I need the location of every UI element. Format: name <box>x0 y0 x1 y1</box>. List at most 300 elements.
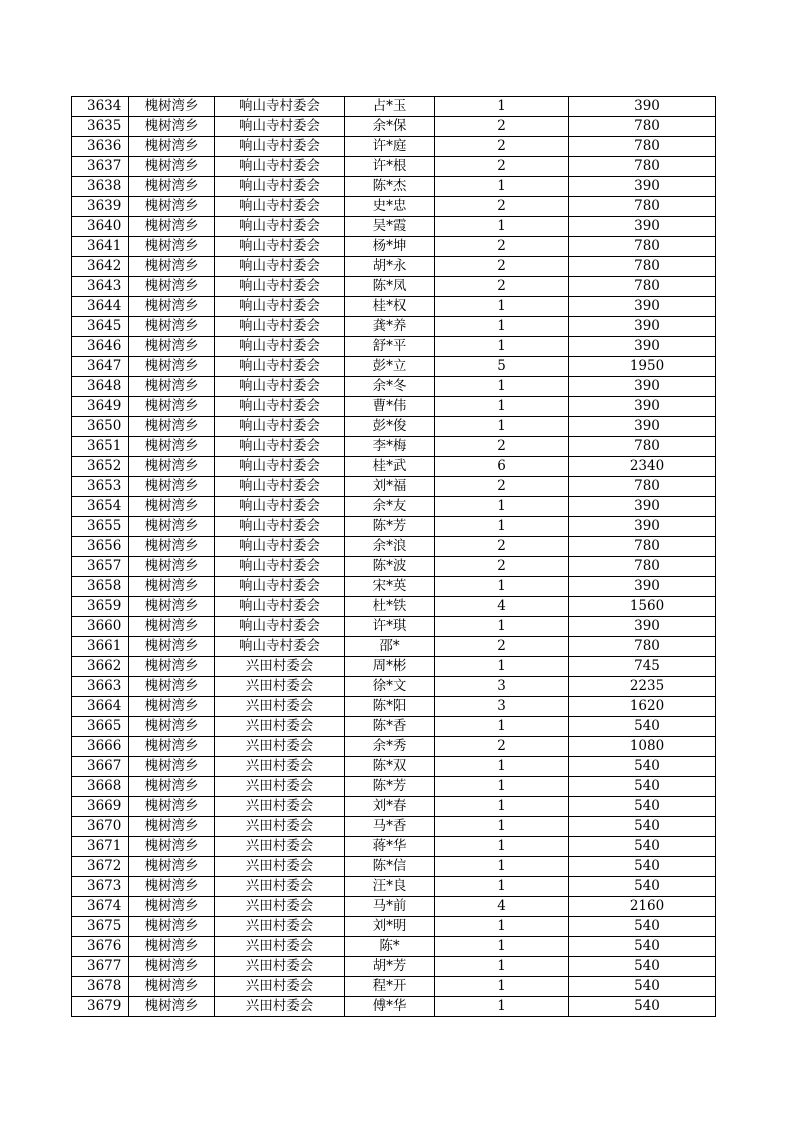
table-row <box>72 957 716 977</box>
count-cell: 1 <box>435 957 569 977</box>
village-committee-cell: 响山寺村委会 <box>215 517 345 537</box>
village-committee-cell: 响山寺村委会 <box>215 137 345 157</box>
table-row <box>72 877 716 897</box>
table-row <box>72 317 716 337</box>
count-cell: 1 <box>435 337 569 357</box>
township-cell: 槐树湾乡 <box>129 817 215 837</box>
village-committee-cell: 兴田村委会 <box>215 937 345 957</box>
row-number-cell: 3665 <box>72 717 129 737</box>
count-cell: 1 <box>435 97 569 117</box>
count-cell: 1 <box>435 777 569 797</box>
count-cell: 1 <box>435 837 569 857</box>
table-row <box>72 197 716 217</box>
name-cell: 陈*信 <box>345 857 435 877</box>
name-cell: 占*玉 <box>345 97 435 117</box>
village-committee-cell: 响山寺村委会 <box>215 217 345 237</box>
village-committee-cell: 响山寺村委会 <box>215 237 345 257</box>
name-cell: 曹*伟 <box>345 397 435 417</box>
amount-cell: 2340 <box>569 457 716 477</box>
township-cell: 槐树湾乡 <box>129 897 215 917</box>
row-number-cell: 3637 <box>72 157 129 177</box>
count-cell: 2 <box>435 637 569 657</box>
name-cell: 傅*华 <box>345 997 435 1017</box>
township-cell: 槐树湾乡 <box>129 177 215 197</box>
amount-cell: 390 <box>569 97 716 117</box>
row-number-cell: 3639 <box>72 197 129 217</box>
amount-cell: 2160 <box>569 897 716 917</box>
table-row <box>72 757 716 777</box>
name-cell: 徐*文 <box>345 677 435 697</box>
village-committee-cell: 响山寺村委会 <box>215 257 345 277</box>
table-row <box>72 157 716 177</box>
township-cell: 槐树湾乡 <box>129 297 215 317</box>
township-cell: 槐树湾乡 <box>129 677 215 697</box>
amount-cell: 540 <box>569 777 716 797</box>
name-cell: 陈*杰 <box>345 177 435 197</box>
village-committee-cell: 响山寺村委会 <box>215 617 345 637</box>
amount-cell: 780 <box>569 557 716 577</box>
amount-cell: 390 <box>569 517 716 537</box>
table-row <box>72 577 716 597</box>
row-number-cell: 3636 <box>72 137 129 157</box>
row-number-cell: 3643 <box>72 277 129 297</box>
village-committee-cell: 兴田村委会 <box>215 977 345 997</box>
amount-cell: 390 <box>569 577 716 597</box>
township-cell: 槐树湾乡 <box>129 637 215 657</box>
township-cell: 槐树湾乡 <box>129 397 215 417</box>
row-number-cell: 3648 <box>72 377 129 397</box>
row-number-cell: 3672 <box>72 857 129 877</box>
count-cell: 4 <box>435 897 569 917</box>
table-row <box>72 977 716 997</box>
name-cell: 史*忠 <box>345 197 435 217</box>
village-committee-cell: 兴田村委会 <box>215 837 345 857</box>
name-cell: 许*根 <box>345 157 435 177</box>
amount-cell: 1950 <box>569 357 716 377</box>
row-number-cell: 3661 <box>72 637 129 657</box>
village-committee-cell: 响山寺村委会 <box>215 417 345 437</box>
amount-cell: 540 <box>569 797 716 817</box>
count-cell: 3 <box>435 677 569 697</box>
village-committee-cell: 兴田村委会 <box>215 797 345 817</box>
row-number-cell: 3655 <box>72 517 129 537</box>
name-cell: 许*庭 <box>345 137 435 157</box>
amount-cell: 540 <box>569 877 716 897</box>
township-cell: 槐树湾乡 <box>129 697 215 717</box>
name-cell: 桂*武 <box>345 457 435 477</box>
row-number-cell: 3671 <box>72 837 129 857</box>
row-number-cell: 3650 <box>72 417 129 437</box>
table-row <box>72 557 716 577</box>
amount-cell: 390 <box>569 497 716 517</box>
amount-cell: 540 <box>569 917 716 937</box>
name-cell: 陈*双 <box>345 757 435 777</box>
table-row <box>72 897 716 917</box>
township-cell: 槐树湾乡 <box>129 497 215 517</box>
count-cell: 1 <box>435 797 569 817</box>
row-number-cell: 3669 <box>72 797 129 817</box>
village-committee-cell: 响山寺村委会 <box>215 197 345 217</box>
row-number-cell: 3664 <box>72 697 129 717</box>
row-number-cell: 3651 <box>72 437 129 457</box>
township-cell: 槐树湾乡 <box>129 977 215 997</box>
row-number-cell: 3641 <box>72 237 129 257</box>
table-row <box>72 837 716 857</box>
count-cell: 1 <box>435 217 569 237</box>
table-row <box>72 217 716 237</box>
amount-cell: 390 <box>569 617 716 637</box>
amount-cell: 780 <box>569 537 716 557</box>
table-row <box>72 617 716 637</box>
name-cell: 许*琪 <box>345 617 435 637</box>
table-row <box>72 137 716 157</box>
row-number-cell: 3668 <box>72 777 129 797</box>
amount-cell: 390 <box>569 217 716 237</box>
village-committee-cell: 响山寺村委会 <box>215 637 345 657</box>
table-row <box>72 937 716 957</box>
table-row <box>72 777 716 797</box>
township-cell: 槐树湾乡 <box>129 217 215 237</box>
row-number-cell: 3658 <box>72 577 129 597</box>
amount-cell: 1560 <box>569 597 716 617</box>
table-row <box>72 797 716 817</box>
township-cell: 槐树湾乡 <box>129 917 215 937</box>
row-number-cell: 3635 <box>72 117 129 137</box>
amount-cell: 540 <box>569 717 716 737</box>
amount-cell: 540 <box>569 857 716 877</box>
township-cell: 槐树湾乡 <box>129 597 215 617</box>
name-cell: 周*彬 <box>345 657 435 677</box>
row-number-cell: 3663 <box>72 677 129 697</box>
table-row <box>72 517 716 537</box>
row-number-cell: 3660 <box>72 617 129 637</box>
township-cell: 槐树湾乡 <box>129 857 215 877</box>
village-committee-cell: 兴田村委会 <box>215 997 345 1017</box>
table-row <box>72 637 716 657</box>
row-number-cell: 3634 <box>72 97 129 117</box>
name-cell: 陈*芳 <box>345 517 435 537</box>
amount-cell: 780 <box>569 437 716 457</box>
village-committee-cell: 响山寺村委会 <box>215 377 345 397</box>
township-cell: 槐树湾乡 <box>129 797 215 817</box>
count-cell: 1 <box>435 577 569 597</box>
name-cell: 刘*福 <box>345 477 435 497</box>
name-cell: 桂*权 <box>345 297 435 317</box>
table-row <box>72 737 716 757</box>
amount-cell: 540 <box>569 757 716 777</box>
township-cell: 槐树湾乡 <box>129 357 215 377</box>
village-committee-cell: 响山寺村委会 <box>215 277 345 297</box>
township-cell: 槐树湾乡 <box>129 277 215 297</box>
village-committee-cell: 响山寺村委会 <box>215 177 345 197</box>
count-cell: 1 <box>435 877 569 897</box>
subsidy-table <box>71 96 716 1017</box>
township-cell: 槐树湾乡 <box>129 557 215 577</box>
village-committee-cell: 响山寺村委会 <box>215 497 345 517</box>
row-number-cell: 3640 <box>72 217 129 237</box>
table-row <box>72 497 716 517</box>
township-cell: 槐树湾乡 <box>129 957 215 977</box>
count-cell: 1 <box>435 617 569 637</box>
name-cell: 陈*波 <box>345 557 435 577</box>
township-cell: 槐树湾乡 <box>129 657 215 677</box>
name-cell: 杜*铁 <box>345 597 435 617</box>
row-number-cell: 3670 <box>72 817 129 837</box>
count-cell: 1 <box>435 917 569 937</box>
name-cell: 蒋*华 <box>345 837 435 857</box>
count-cell: 2 <box>435 137 569 157</box>
count-cell: 2 <box>435 257 569 277</box>
count-cell: 2 <box>435 437 569 457</box>
count-cell: 2 <box>435 737 569 757</box>
table-row <box>72 997 716 1017</box>
row-number-cell: 3657 <box>72 557 129 577</box>
amount-cell: 390 <box>569 317 716 337</box>
row-number-cell: 3653 <box>72 477 129 497</box>
name-cell: 程*开 <box>345 977 435 997</box>
township-cell: 槐树湾乡 <box>129 157 215 177</box>
row-number-cell: 3654 <box>72 497 129 517</box>
count-cell: 1 <box>435 977 569 997</box>
village-committee-cell: 兴田村委会 <box>215 917 345 937</box>
amount-cell: 780 <box>569 157 716 177</box>
township-cell: 槐树湾乡 <box>129 97 215 117</box>
count-cell: 1 <box>435 817 569 837</box>
count-cell: 1 <box>435 497 569 517</box>
row-number-cell: 3647 <box>72 357 129 377</box>
row-number-cell: 3646 <box>72 337 129 357</box>
count-cell: 1 <box>435 657 569 677</box>
name-cell: 陈*阳 <box>345 697 435 717</box>
table-row <box>72 597 716 617</box>
township-cell: 槐树湾乡 <box>129 757 215 777</box>
amount-cell: 780 <box>569 117 716 137</box>
count-cell: 1 <box>435 757 569 777</box>
name-cell: 刘*春 <box>345 797 435 817</box>
township-cell: 槐树湾乡 <box>129 197 215 217</box>
township-cell: 槐树湾乡 <box>129 537 215 557</box>
name-cell: 汪*良 <box>345 877 435 897</box>
name-cell: 马*前 <box>345 897 435 917</box>
name-cell: 邵* <box>345 637 435 657</box>
village-committee-cell: 兴田村委会 <box>215 817 345 837</box>
row-number-cell: 3676 <box>72 937 129 957</box>
village-committee-cell: 兴田村委会 <box>215 897 345 917</box>
count-cell: 2 <box>435 477 569 497</box>
table-row <box>72 117 716 137</box>
row-number-cell: 3649 <box>72 397 129 417</box>
township-cell: 槐树湾乡 <box>129 777 215 797</box>
row-number-cell: 3645 <box>72 317 129 337</box>
count-cell: 1 <box>435 377 569 397</box>
amount-cell: 390 <box>569 297 716 317</box>
count-cell: 4 <box>435 597 569 617</box>
row-number-cell: 3659 <box>72 597 129 617</box>
row-number-cell: 3678 <box>72 977 129 997</box>
name-cell: 胡*芳 <box>345 957 435 977</box>
village-committee-cell: 兴田村委会 <box>215 737 345 757</box>
village-committee-cell: 响山寺村委会 <box>215 577 345 597</box>
amount-cell: 780 <box>569 477 716 497</box>
township-cell: 槐树湾乡 <box>129 577 215 597</box>
amount-cell: 540 <box>569 957 716 977</box>
count-cell: 1 <box>435 517 569 537</box>
village-committee-cell: 兴田村委会 <box>215 657 345 677</box>
table-row <box>72 677 716 697</box>
row-number-cell: 3673 <box>72 877 129 897</box>
table-row <box>72 177 716 197</box>
village-committee-cell: 响山寺村委会 <box>215 537 345 557</box>
table-row <box>72 457 716 477</box>
name-cell: 陈*香 <box>345 717 435 737</box>
name-cell: 彭*立 <box>345 357 435 377</box>
village-committee-cell: 响山寺村委会 <box>215 437 345 457</box>
township-cell: 槐树湾乡 <box>129 477 215 497</box>
row-number-cell: 3674 <box>72 897 129 917</box>
village-committee-cell: 响山寺村委会 <box>215 597 345 617</box>
village-committee-cell: 响山寺村委会 <box>215 297 345 317</box>
row-number-cell: 3679 <box>72 997 129 1017</box>
count-cell: 6 <box>435 457 569 477</box>
name-cell: 彭*俊 <box>345 417 435 437</box>
amount-cell: 2235 <box>569 677 716 697</box>
table-row <box>72 537 716 557</box>
township-cell: 槐树湾乡 <box>129 737 215 757</box>
name-cell: 余*冬 <box>345 377 435 397</box>
table-row <box>72 297 716 317</box>
name-cell: 余*保 <box>345 117 435 137</box>
amount-cell: 780 <box>569 277 716 297</box>
amount-cell: 1080 <box>569 737 716 757</box>
amount-cell: 1620 <box>569 697 716 717</box>
amount-cell: 780 <box>569 197 716 217</box>
table-body <box>72 97 716 1017</box>
village-committee-cell: 响山寺村委会 <box>215 397 345 417</box>
township-cell: 槐树湾乡 <box>129 717 215 737</box>
village-committee-cell: 兴田村委会 <box>215 757 345 777</box>
count-cell: 2 <box>435 117 569 137</box>
township-cell: 槐树湾乡 <box>129 317 215 337</box>
table-row <box>72 657 716 677</box>
count-cell: 1 <box>435 997 569 1017</box>
village-committee-cell: 兴田村委会 <box>215 677 345 697</box>
count-cell: 1 <box>435 397 569 417</box>
table-row <box>72 417 716 437</box>
name-cell: 舒*平 <box>345 337 435 357</box>
amount-cell: 780 <box>569 637 716 657</box>
amount-cell: 390 <box>569 177 716 197</box>
township-cell: 槐树湾乡 <box>129 997 215 1017</box>
name-cell: 杨*坤 <box>345 237 435 257</box>
row-number-cell: 3642 <box>72 257 129 277</box>
village-committee-cell: 响山寺村委会 <box>215 337 345 357</box>
amount-cell: 540 <box>569 997 716 1017</box>
township-cell: 槐树湾乡 <box>129 137 215 157</box>
table-row <box>72 437 716 457</box>
village-committee-cell: 兴田村委会 <box>215 697 345 717</box>
table-row <box>72 277 716 297</box>
name-cell: 胡*永 <box>345 257 435 277</box>
row-number-cell: 3644 <box>72 297 129 317</box>
row-number-cell: 3652 <box>72 457 129 477</box>
row-number-cell: 3656 <box>72 537 129 557</box>
village-committee-cell: 响山寺村委会 <box>215 457 345 477</box>
amount-cell: 540 <box>569 837 716 857</box>
table-row <box>72 97 716 117</box>
amount-cell: 780 <box>569 237 716 257</box>
row-number-cell: 3675 <box>72 917 129 937</box>
count-cell: 1 <box>435 417 569 437</box>
name-cell: 宋*英 <box>345 577 435 597</box>
row-number-cell: 3638 <box>72 177 129 197</box>
amount-cell: 540 <box>569 937 716 957</box>
count-cell: 3 <box>435 697 569 717</box>
table-row <box>72 717 716 737</box>
count-cell: 1 <box>435 177 569 197</box>
name-cell: 龚*养 <box>345 317 435 337</box>
township-cell: 槐树湾乡 <box>129 437 215 457</box>
count-cell: 1 <box>435 317 569 337</box>
amount-cell: 390 <box>569 337 716 357</box>
row-number-cell: 3677 <box>72 957 129 977</box>
village-committee-cell: 响山寺村委会 <box>215 117 345 137</box>
village-committee-cell: 响山寺村委会 <box>215 97 345 117</box>
count-cell: 1 <box>435 717 569 737</box>
amount-cell: 390 <box>569 377 716 397</box>
township-cell: 槐树湾乡 <box>129 237 215 257</box>
amount-cell: 390 <box>569 417 716 437</box>
village-committee-cell: 响山寺村委会 <box>215 157 345 177</box>
count-cell: 2 <box>435 537 569 557</box>
count-cell: 1 <box>435 297 569 317</box>
amount-cell: 540 <box>569 817 716 837</box>
township-cell: 槐树湾乡 <box>129 937 215 957</box>
village-committee-cell: 兴田村委会 <box>215 877 345 897</box>
township-cell: 槐树湾乡 <box>129 337 215 357</box>
count-cell: 2 <box>435 277 569 297</box>
name-cell: 吴*霞 <box>345 217 435 237</box>
table-row <box>72 357 716 377</box>
name-cell: 马*香 <box>345 817 435 837</box>
table-row <box>72 917 716 937</box>
name-cell: 余*友 <box>345 497 435 517</box>
village-committee-cell: 响山寺村委会 <box>215 357 345 377</box>
village-committee-cell: 响山寺村委会 <box>215 557 345 577</box>
name-cell: 余*浪 <box>345 537 435 557</box>
table-row <box>72 477 716 497</box>
village-committee-cell: 兴田村委会 <box>215 777 345 797</box>
row-number-cell: 3667 <box>72 757 129 777</box>
amount-cell: 390 <box>569 397 716 417</box>
township-cell: 槐树湾乡 <box>129 617 215 637</box>
name-cell: 李*梅 <box>345 437 435 457</box>
township-cell: 槐树湾乡 <box>129 837 215 857</box>
table-row <box>72 237 716 257</box>
township-cell: 槐树湾乡 <box>129 377 215 397</box>
village-committee-cell: 兴田村委会 <box>215 957 345 977</box>
table-row <box>72 257 716 277</box>
table-row <box>72 377 716 397</box>
township-cell: 槐树湾乡 <box>129 257 215 277</box>
table-row <box>72 397 716 417</box>
table-row <box>72 697 716 717</box>
name-cell: 陈*芳 <box>345 777 435 797</box>
township-cell: 槐树湾乡 <box>129 517 215 537</box>
table-row <box>72 857 716 877</box>
count-cell: 5 <box>435 357 569 377</box>
count-cell: 2 <box>435 557 569 577</box>
name-cell: 余*秀 <box>345 737 435 757</box>
